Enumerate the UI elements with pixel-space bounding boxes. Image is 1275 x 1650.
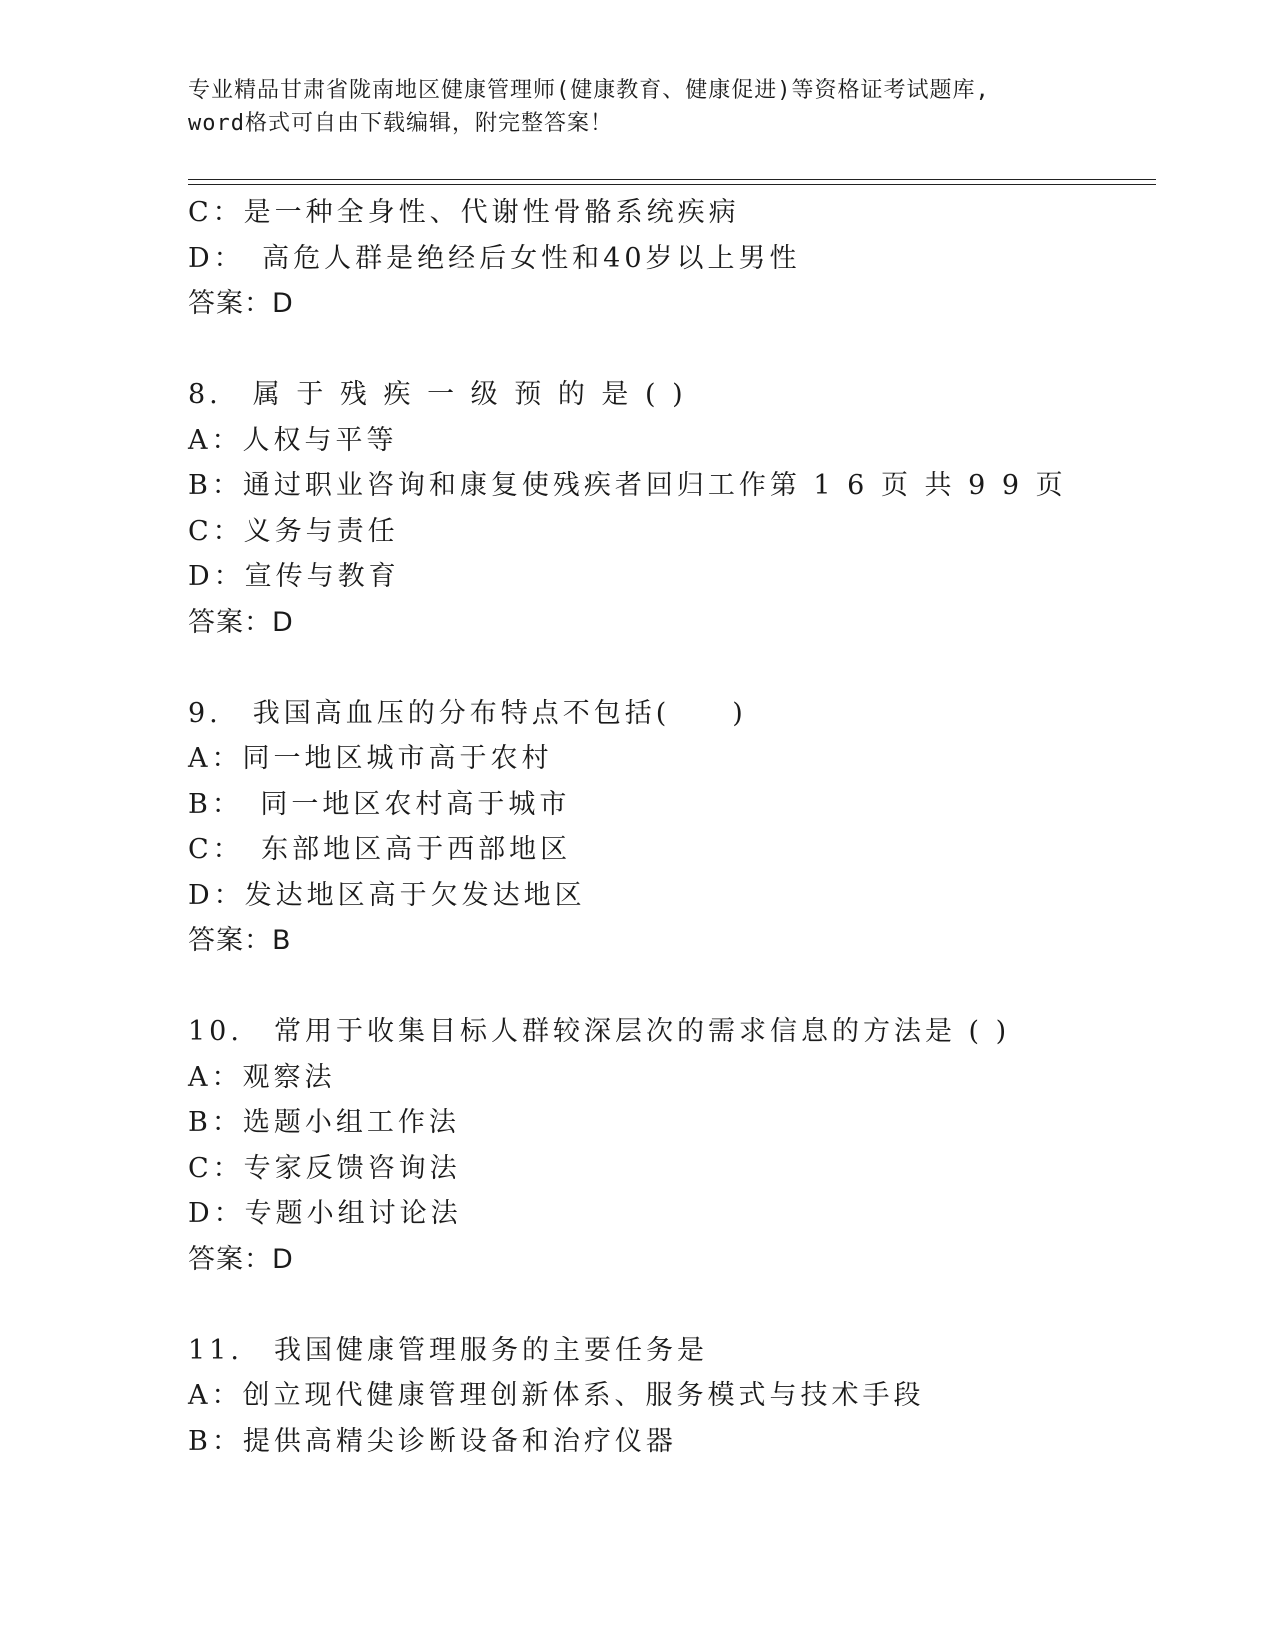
question-stem: 9. 我国高血压的分布特点不包括( ): [188, 697, 747, 729]
spacer: [188, 327, 1168, 373]
header-rule-bottom: [188, 184, 1156, 185]
header-line-2: word格式可自由下载编辑，附完整答案！: [188, 111, 613, 136]
question-7-tail: [188, 190, 1168, 327]
question-9: [188, 691, 1168, 964]
option-d: D：专题小组讨论法: [188, 1198, 462, 1229]
option-d: D：发达地区高于欠发达地区: [188, 879, 586, 911]
question-8: [188, 372, 1168, 645]
option-b: B： 同一地区农村高于城市: [188, 788, 571, 820]
option-c: C：是一种全身性、代谢性骨骼系统疾病: [188, 197, 740, 228]
option-b: B：通过职业咨询和康复使残疾者回归工作第 1 6 页 共 9 9 页: [188, 470, 1067, 501]
option-b: B：选题小组工作法: [188, 1107, 460, 1138]
question-stem: 8. 属 于 残 疾 一 级 预 的 是 ( ): [188, 379, 687, 410]
question-stem: 10. 常用于收集目标人群较深层次的需求信息的方法是 ( ): [188, 1016, 1011, 1047]
question-stem: 11. 我国健康管理服务的主要任务是: [188, 1334, 708, 1366]
option-c: C：专家反馈咨询法: [188, 1152, 461, 1184]
option-a: A：观察法: [188, 1061, 336, 1093]
option-a: A：人权与平等: [188, 424, 398, 456]
option-b: B：提供高精尖诊断设备和治疗仪器: [188, 1425, 677, 1457]
option-c: C： 东部地区高于西部地区: [188, 834, 572, 865]
answer-line: 答案：D: [188, 288, 294, 319]
question-list: [188, 190, 1168, 1464]
answer-line: 答案：D: [188, 1243, 294, 1275]
document-header: [188, 74, 1088, 140]
option-a: A：同一地区城市高于农村: [188, 743, 553, 774]
spacer: [188, 964, 1168, 1010]
question-10: [188, 1009, 1168, 1282]
option-d: D： 高危人群是绝经后女性和40岁以上男性: [188, 242, 801, 274]
option-d: D：宣传与教育: [188, 561, 400, 592]
spacer: [188, 1282, 1168, 1328]
spacer: [188, 645, 1168, 691]
header-line-1: 专业精品甘肃省陇南地区健康管理师(健康教育、健康促进)等资格证考试题库,: [188, 78, 990, 103]
header-rule-top: [188, 179, 1156, 180]
answer-line: 答案：B: [188, 925, 292, 956]
option-c: C：义务与责任: [188, 515, 399, 547]
answer-line: 答案：D: [188, 606, 294, 638]
question-11: [188, 1328, 1168, 1465]
option-a: A：创立现代健康管理创新体系、服务模式与技术手段: [188, 1380, 925, 1411]
